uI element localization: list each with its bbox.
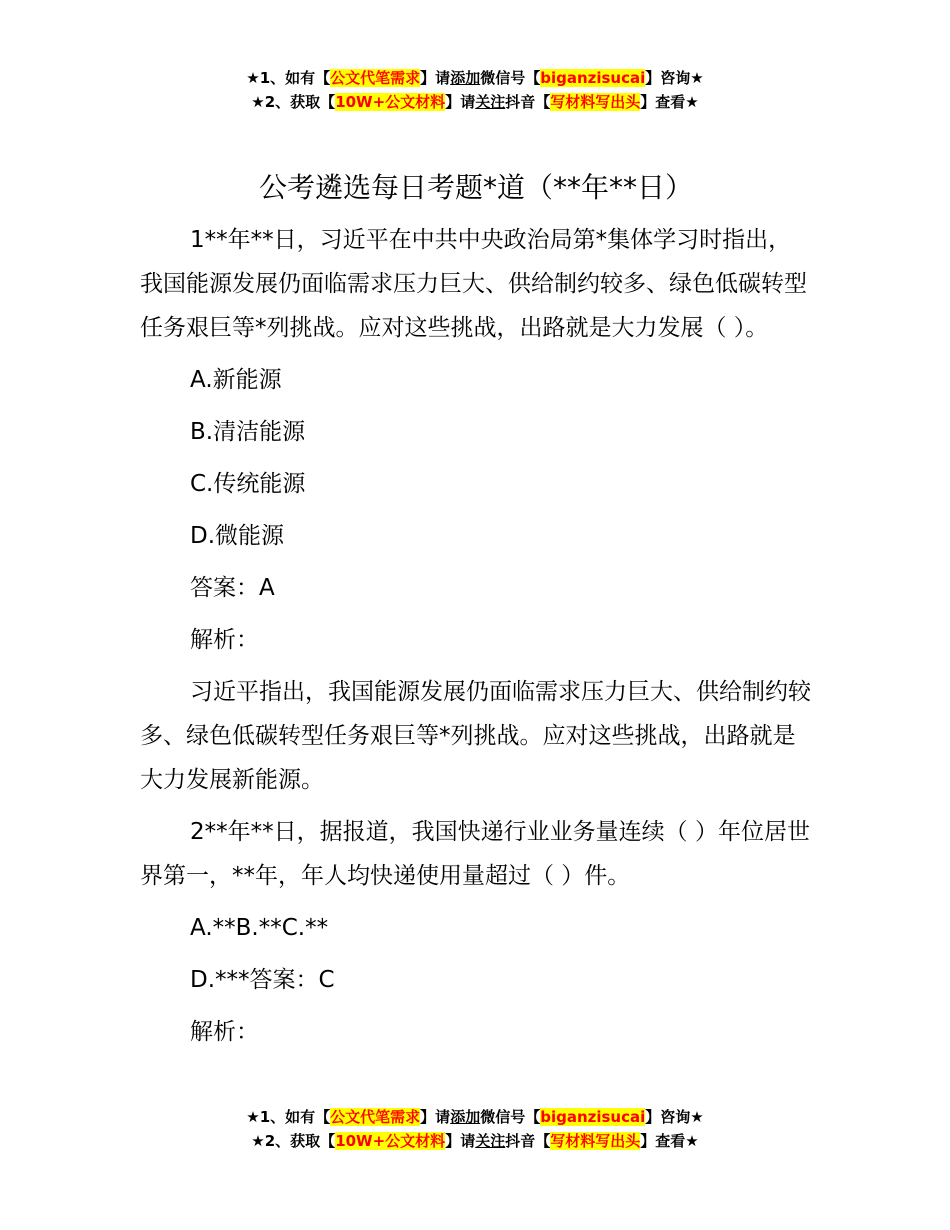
banner-highlight: 10W+公文材料 (335, 93, 446, 111)
question-1-option-a: A.新能源 (190, 367, 282, 393)
question-2-options-abc: A.**B.**C.** (190, 915, 329, 941)
banner-text: 】请 (445, 93, 476, 111)
banner-text: ★2、获取【 (251, 93, 336, 111)
question-1-option-b: B.清洁能源 (190, 419, 306, 445)
banner-highlight: 写材料写出头 (550, 1132, 641, 1150)
question-1-answer: 答案：A (190, 575, 275, 601)
header-banner (0, 66, 950, 114)
banner-underline: 添加 (450, 69, 481, 87)
page-title: 公考遴选每日考题*道（**年**日） (258, 171, 693, 204)
banner-highlight: biganzisucai (540, 1108, 646, 1126)
question-2-option-d-answer: D.***答案：C (190, 967, 335, 993)
banner-underline: 添加 (450, 1108, 481, 1126)
banner-text: 】咨询★ (645, 69, 704, 87)
banner-text: 】查看★ (640, 1132, 699, 1150)
banner-text: 抖音【 (505, 1132, 551, 1150)
banner-text: 】咨询★ (645, 1108, 704, 1126)
document-body (140, 168, 812, 1062)
question-1-analysis-label: 解析： (190, 627, 259, 653)
banner-text: ★1、如有【 (246, 1108, 331, 1126)
question-1-option-c: C.传统能源 (190, 471, 306, 497)
banner-text: 抖音【 (505, 93, 551, 111)
banner-text: ★1、如有【 (246, 69, 331, 87)
banner-line-1 (0, 66, 950, 90)
footer-banner (0, 1105, 950, 1153)
banner-highlight: 写材料写出头 (550, 93, 641, 111)
banner-text: 微信号【 (480, 1108, 541, 1126)
question-2-analysis-label: 解析： (190, 1019, 259, 1045)
banner-line-2 (0, 90, 950, 114)
banner-underline: 关注 (475, 1132, 506, 1150)
banner-line-2 (0, 1129, 950, 1153)
banner-line-1 (0, 1105, 950, 1129)
banner-text: 】查看★ (640, 93, 699, 111)
banner-text: ★2、获取【 (251, 1132, 336, 1150)
banner-text: 】请 (420, 69, 451, 87)
banner-underline: 关注 (475, 93, 506, 111)
banner-highlight: 公文代笔需求 (330, 69, 421, 87)
banner-highlight: biganzisucai (540, 69, 646, 87)
banner-text: 】请 (420, 1108, 451, 1126)
question-2-stem: 2**年**日，据报道，我国快递行业业务量连续（ ）年位居世界第一，**年，年人均快递使用量超过（ ）件。 (140, 819, 810, 889)
banner-highlight: 公文代笔需求 (330, 1108, 421, 1126)
question-1-stem: 1**年**日，习近平在中共中央政治局第*集体学习时指出，我国能源发展仍面临需求压力巨大、供给制约较多、绿色低碳转型任务艰巨等*列挑战。应对这些挑战，出路就是大力发展（ ）。 (140, 227, 807, 341)
question-1-analysis: 习近平指出，我国能源发展仍面临需求压力巨大、供给制约较多、绿色低碳转型任务艰巨等*列挑战。应对这些挑战，出路就是大力发展新能源。 (140, 679, 811, 793)
question-1-option-d: D.微能源 (190, 523, 285, 549)
banner-text: 】请 (445, 1132, 476, 1150)
banner-highlight: 10W+公文材料 (335, 1132, 446, 1150)
banner-text: 微信号【 (480, 69, 541, 87)
